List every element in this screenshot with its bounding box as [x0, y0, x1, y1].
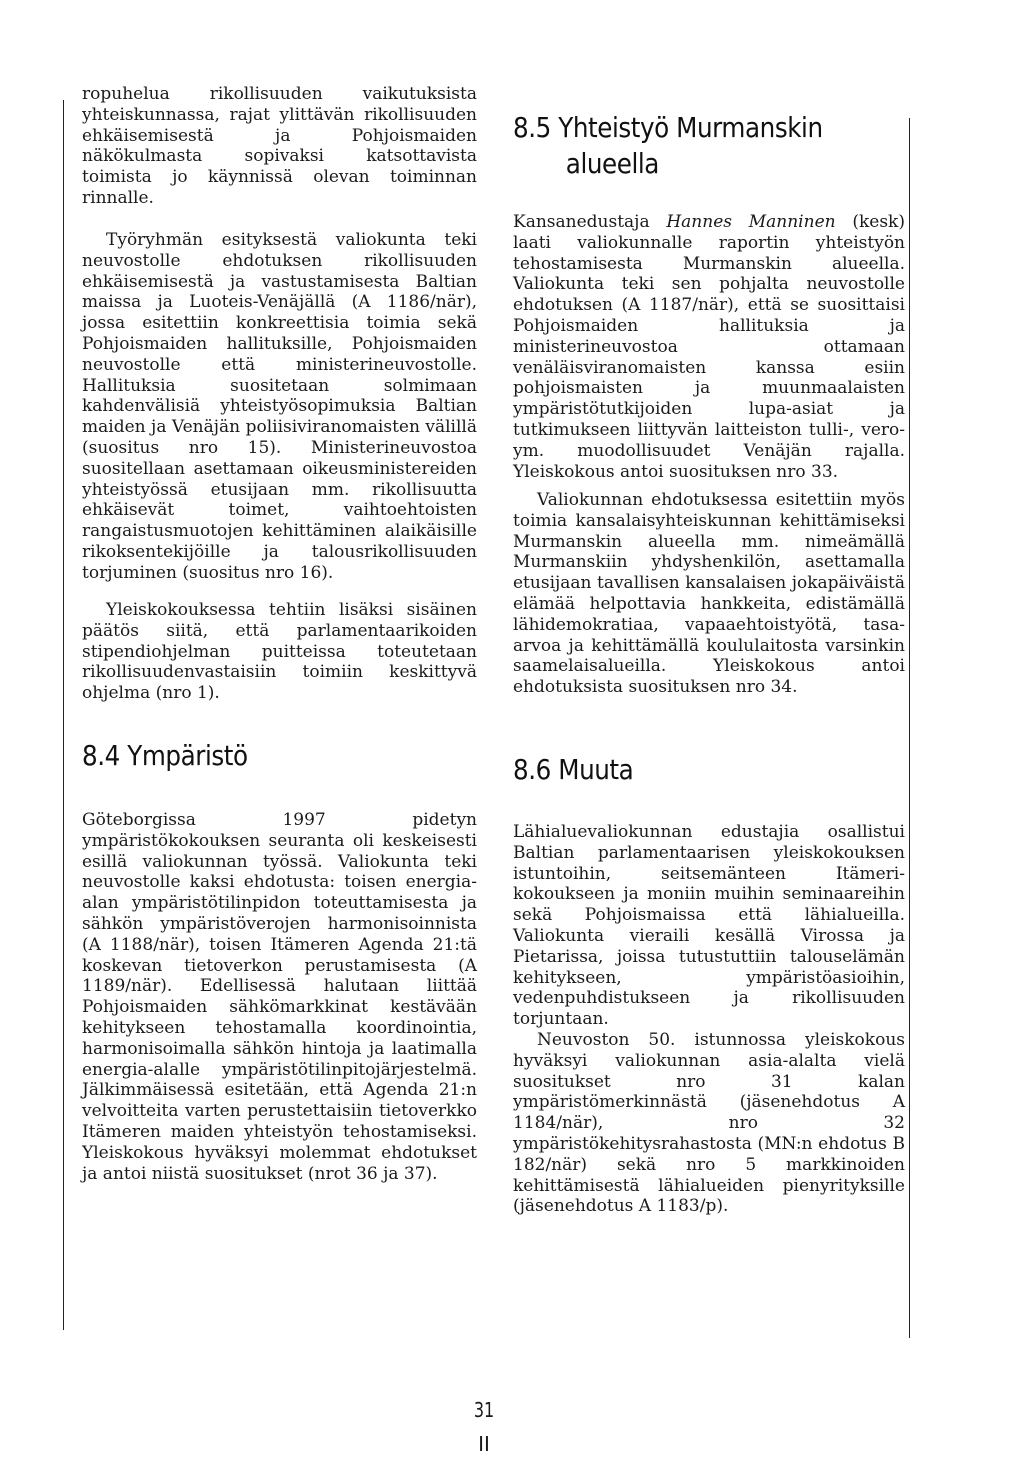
paragraph-council-session: Neuvoston 50. istunnossa yleiskokous hyväksyi valiokunnan asia-alalta vielä suositukset nro 31 kalan ympäristömerkinnästä (jäsenehdotus A 1184/när), nro 32 ympäristökehitysrahastosta (MN:n ehdotus B 182/när) sekä nro 5 markkinoiden kehittämisestä lähialueiden pienyrityksille (jäsenehdotus A 1183/p).	[513, 1030, 905, 1217]
paragraph-murmansk-report	[513, 212, 905, 482]
section-heading-8-4: 8.4 Ympäristö	[82, 739, 248, 772]
section-heading-8-5	[513, 110, 883, 182]
paragraph-murmansk-report-start: Kansanedustaja	[513, 212, 667, 232]
left-margin-rule	[63, 100, 64, 1330]
paragraph-internal-decision: Yleiskokouksessa tehtiin lisäksi sisäinen päätös siitä, että parlamentaarikoiden stipendiohjelman puitteissa toteutetaan rikollisuudenvastaisiin toimiin keskittyvä ohjelma (nro 1).	[82, 600, 477, 704]
paragraph-working-group-proposal: Työryhmän esityksestä valiokunta teki neuvostolle ehdotuksen rikollisuuden ehkäisemisestä ja vastustamisesta Baltian maissa ja Luoteis-Venäjällä (A 1186/när), jossa esitettiin konkreettisia toimia sekä Pohjoismaiden hallituksille, Pohjoismaiden neuvostolle että ministerineuvostolle. Hallituksia suositetaan solmimaan kahdenvälisiä yhteistyösopimuksia Baltian maiden ja Venäjän poliisiviranomaisten välillä (suositus nro 15). Ministerineuvostoa suositellaan asettamaan oikeusministereiden yhteistyössä etusijaan mm. rikollisuutta ehkäisevät toimet, vaihtoehtoisten rangaistusmuotojen kehittäminen alaikäisille rikoksentekijöille ja talousrikollisuuden torjuminen (suositus nro 16).	[82, 230, 477, 583]
section-heading-8-5-line1: 8.5 Yhteistyö Murmanskin	[513, 111, 823, 144]
paragraph-civil-society: Valiokunnan ehdotuksessa esitettiin myös toimia kansalaisyhteiskunnan kehittämiseksi Murmanskin alueella mm. nimeämällä Murmanskiin yhdyshenkilön, asettamalla etusijaan tavallisen kansalaisen jokapäiväistä elämää helpottavia hankkeita, edistämällä lähidemokratiaa, vapaaehtoistyötä, tasa-arvoa ja kehittämällä koululaitosta varsinkin saamelaisalueilla. Yleiskokous antoi ehdotuksista suosituksen nro 34.	[513, 490, 905, 698]
paragraph-environment: Göteborgissa 1997 pidetyn ympäristökokouksen seuranta oli keskeisesti esillä valiokunnan työssä. Valiokunta teki neuvostolle kaksi ehdotusta: toisen energia-alan ympäristötilinpidon toteuttamisesta ja sähkön ympäristöverojen harmonisoinnista (A 1188/när), toisen Itämeren Agenda 21:tä koskevan tietoverkon perustamisesta (A 1189/när). Edellisessä halutaan liittää Pohjoismaiden sähkömarkkinat kestävään kehitykseen tehostamalla koordinointia, harmonisoimalla sähkön hintoja ja laatimalla energia-alalle ympäristötilinpitojärjestelmä. Jälkimmäisessä esitetään, että Agenda 21:n velvoitteita varten perustettaisiin tietoverkko Itämeren maiden yhteistyön tehostamiseksi. Yleiskokous hyväksyi molemmat ehdotukset ja antoi niistä suositukset (nrot 36 ja 37).	[82, 810, 477, 1184]
section-marker: II	[478, 1432, 490, 1456]
paragraph-other-activities: Lähialuevaliokunnan edustajia osallistui Baltian parlamentaarisen yleiskokouksen istuntoihin, seitsemänteen Itämeri-kokoukseen ja moniin muihin seminaareihin sekä Pohjoismaissa että lähialueilla. Valiokunta vieraili kesällä Virossa ja Pietarissa, joissa tutustuttiin talouselämän kehitykseen, ympäristöasioihin, vedenpuhdistukseen ja rikollisuuden torjuntaan.	[513, 822, 905, 1030]
paragraph-murmansk-report-rest: (kesk) laati valiokunnalle raportin yhteistyön tehostamisesta Murmanskin alueella. Valiokunta teki sen pohjalta neuvostolle ehdotuksen (A 1187/när), että se suosittaisi Pohjoismaiden hallituksia ja ministerineuvostoa ottamaan venäläisviranomaisten kanssa esiin pohjoismaisten ja muunmaalaisten ympäristötutkijoiden lupa-asiat ja tutkimukseen liittyvän laitteiston tulli-, vero- ym. muodollisuudet Venäjän rajalla. Yleiskokous antoi suosituksen nro 33.	[513, 212, 905, 482]
page-number: 31	[473, 1398, 495, 1422]
paragraph-crime-discussion: ropuhelua rikollisuuden vaikutuksista yhteiskunnassa, rajat ylittävän rikollisuuden ehkäisemisestä ja Pohjoismaiden näkökulmasta sopivaksi katsottavista toimista jo käynnissä olevan toiminnan rinnalle.	[82, 84, 477, 208]
person-name: Hannes Manninen	[666, 212, 836, 232]
section-heading-8-6: 8.6 Muuta	[513, 753, 634, 786]
section-heading-8-5-line2: alueella	[565, 147, 659, 180]
right-margin-rule	[909, 118, 910, 1338]
